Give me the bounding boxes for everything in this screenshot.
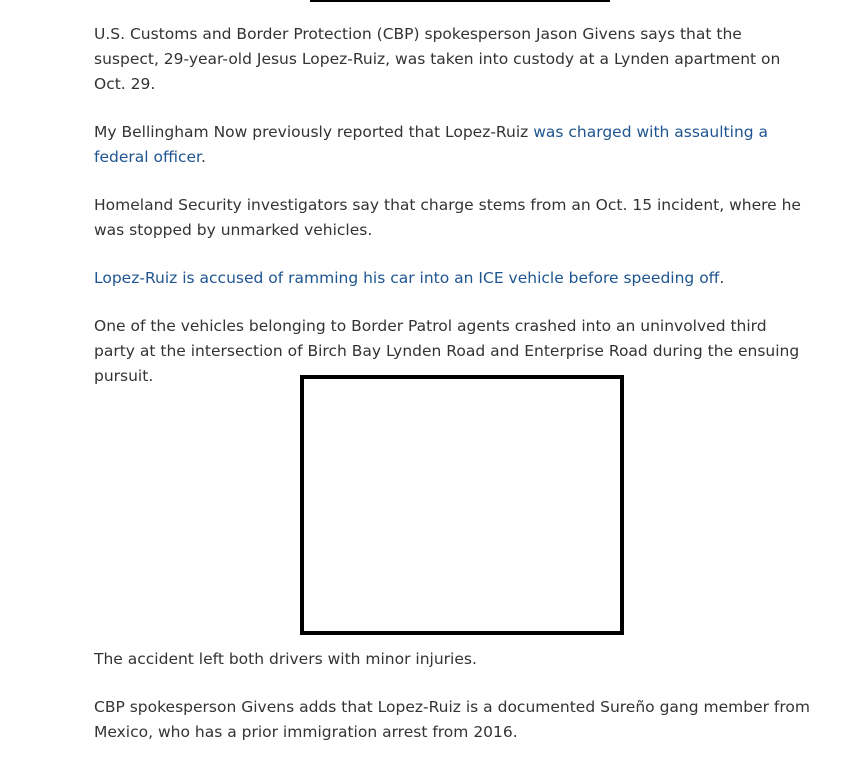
paragraph-injuries: The accident left both drivers with minor injuries. — [94, 650, 477, 668]
paragraph-custody: U.S. Customs and Border Protection (CBP) spokesperson Jason Givens says that the suspect, 29-year-old Jesus Lopez-Ruiz, was taken into custody at a Lynden apartment on Oct. 29. — [94, 25, 781, 93]
paragraph-ramming-period: . — [719, 269, 725, 287]
paragraph-charge-origin: Homeland Security investigators say that charge stems from an Oct. 15 incident, where he was stopped by unmarked vehicles. — [94, 196, 801, 239]
embedded-image-placeholder — [300, 375, 624, 635]
paragraph-previous-report — [94, 120, 810, 170]
paragraph-ramming — [94, 266, 810, 291]
article-body-continued — [94, 647, 810, 768]
paragraph-previous-report-period: . — [200, 148, 206, 166]
paragraph-crash: One of the vehicles belonging to Border Patrol agents crashed into an uninvolved third party at the intersection of Birch Bay Lynden Road and Enterprise Road during the ensuing pursuit. — [94, 317, 800, 385]
paragraph-gang-member: CBP spokesperson Givens adds that Lopez-Ruiz is a documented Sureño gang member from Mexico, who has a prior immigration arrest from 2016. — [94, 698, 810, 741]
paragraph-previous-report-text: My Bellingham Now previously reported that Lopez-Ruiz — [94, 123, 534, 141]
article-body — [94, 22, 810, 412]
top-divider — [310, 0, 610, 2]
link-ramming-ice-vehicle[interactable]: Lopez-Ruiz is accused of ramming his car into an ICE vehicle before speeding off — [94, 269, 720, 287]
link-assault-charge[interactable]: was charged with assaulting a federal officer — [94, 123, 769, 166]
